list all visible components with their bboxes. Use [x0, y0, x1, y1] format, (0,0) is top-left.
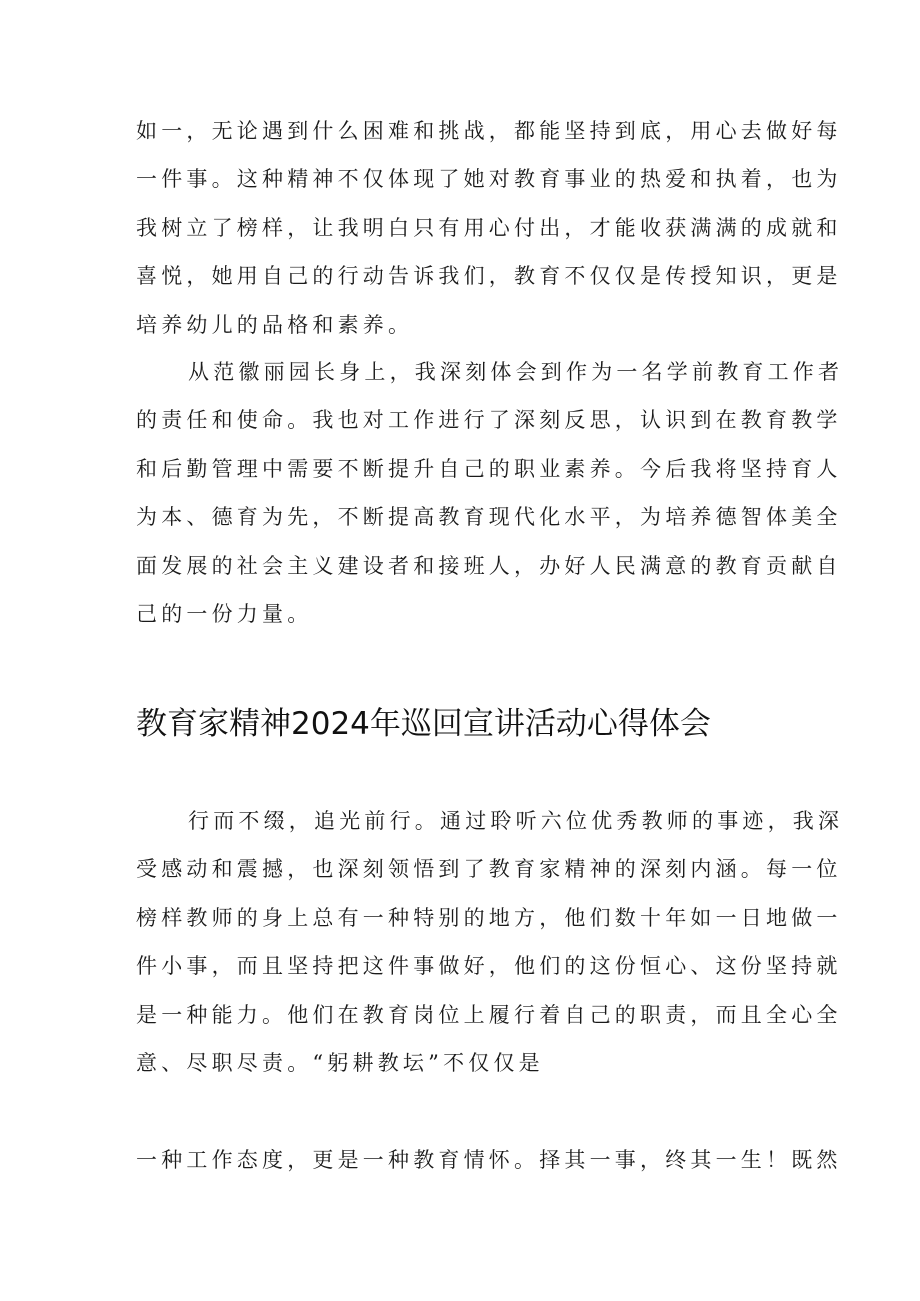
text-line: 一种工作态度，更是一种教育情怀。择其一事，终其一生！既然 — [136, 1148, 842, 1172]
text-line: 是一种能力。他们在教育岗位上履行着自己的职责，而且全心全 — [136, 1002, 842, 1027]
text-line: 和后勤管理中需要不断提升自己的职业素养。今后我将坚持育人 — [136, 456, 842, 481]
text-line: 件小事，而且坚持把这件事做好，他们的这份恒心、这份坚持就 — [136, 954, 842, 979]
text-line: 榜样教师的身上总有一种特别的地方，他们数十年如一日地做一 — [136, 905, 842, 930]
text-line: 的责任和使命。我也对工作进行了深刻反思，认识到在教育教学 — [136, 408, 842, 433]
text-line: 面发展的社会主义建设者和接班人，办好人民满意的教育贡献自 — [136, 553, 842, 578]
body-paragraph-4 — [136, 1136, 842, 1184]
text-line: 意、尽职尽责。“躬耕教坛”不仅仅是 — [136, 1051, 544, 1076]
text-line: 受感动和震撼，也深刻领悟到了教育家精神的深刻内涵。每一位 — [136, 857, 842, 882]
text-line: 为本、德育为先，不断提高教育现代化水平，为培养德智体美全 — [136, 505, 842, 530]
text-line: 如一，无论遇到什么困难和挑战，都能坚持到底，用心去做好每 — [136, 119, 842, 143]
body-paragraph-3 — [136, 797, 844, 1087]
text-line: 从范徽丽园长身上，我深刻体会到作为一名学前教育工作者 — [188, 360, 844, 384]
text-line: 我树立了榜样，让我明白只有用心付出，才能收获满满的成就和 — [136, 215, 842, 240]
section-heading: 教育家精神2024年巡回宣讲活动心得体会 — [136, 706, 711, 742]
body-paragraph-1 — [136, 107, 842, 349]
text-line: 行而不缀，追光前行。通过聆听六位优秀教师的事迹，我深 — [188, 809, 844, 833]
text-line: 喜悦，她用自己的行动告诉我们，教育不仅仅是传授知识，更是 — [136, 264, 842, 289]
text-line: 己的一份力量。 — [136, 602, 313, 627]
body-paragraph-2 — [136, 348, 844, 638]
text-line: 一件事。这种精神不仅体现了她对教育事业的热爱和执着，也为 — [136, 167, 842, 192]
text-line: 培养幼儿的品格和素养。 — [136, 312, 414, 337]
